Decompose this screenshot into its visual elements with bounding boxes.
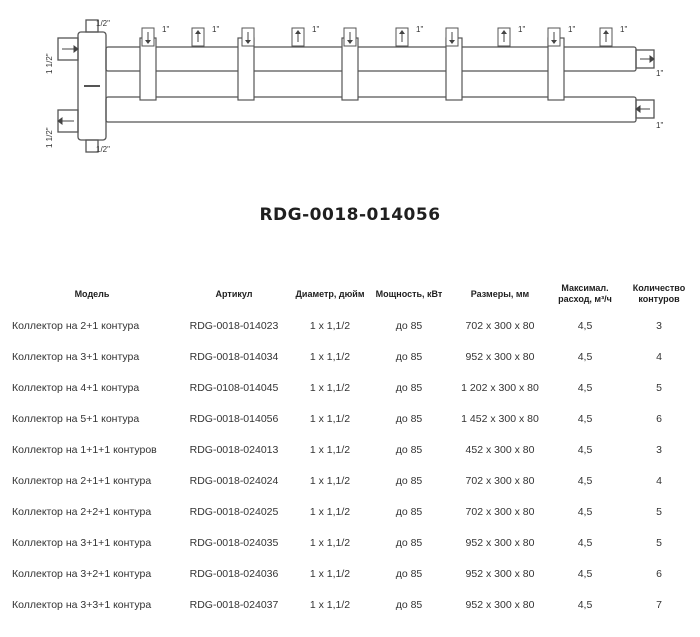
header-article: Артикул xyxy=(215,288,253,299)
outlet-pipe xyxy=(446,38,462,100)
cell-article: RDG-0018-024036 xyxy=(189,567,279,580)
header-power: Мощность, кВт xyxy=(375,288,443,299)
table-row xyxy=(8,465,698,496)
spec-table xyxy=(8,278,698,620)
cell-dimensions: 952 x 300 x 80 xyxy=(465,567,535,580)
cell-model: Коллектор на 2+2+1 контура xyxy=(12,505,152,518)
size-half-top-label: 1/2" xyxy=(96,19,110,28)
cell-article: RDG-0018-014023 xyxy=(189,319,279,332)
manifold-diagram xyxy=(0,0,700,175)
outlet-size-label: 1" xyxy=(312,25,320,34)
header-circuit-count: Количество контуров xyxy=(632,283,686,304)
cell-article: RDG-0018-024037 xyxy=(189,598,279,611)
cell-max-flow: 4,5 xyxy=(577,381,593,394)
cell-diameter: 1 x 1,1/2 xyxy=(309,505,351,518)
table-row xyxy=(8,372,698,403)
cell-dimensions: 1 202 x 300 x 80 xyxy=(461,381,539,394)
table-row xyxy=(8,496,698,527)
outlet-size-label: 1" xyxy=(162,25,170,34)
cell-power: до 85 xyxy=(395,412,423,425)
table-row xyxy=(8,310,698,341)
outlet-pipe xyxy=(238,38,254,100)
cell-max-flow: 4,5 xyxy=(577,567,593,580)
cell-article: RDG-0018-014034 xyxy=(189,350,279,363)
cell-circuit-count: 4 xyxy=(656,474,662,487)
cell-dimensions: 1 452 x 300 x 80 xyxy=(461,412,539,425)
header-diameter: Диаметр, дюйм xyxy=(295,288,365,299)
cell-max-flow: 4,5 xyxy=(577,412,593,425)
cell-max-flow: 4,5 xyxy=(577,536,593,549)
outlet-pipe xyxy=(342,38,358,100)
cell-diameter: 1 x 1,1/2 xyxy=(309,381,351,394)
table-row xyxy=(8,558,698,589)
cell-model: Коллектор на 3+1 контура xyxy=(12,350,140,363)
outlet-size-label: 1" xyxy=(416,25,424,34)
cell-diameter: 1 x 1,1/2 xyxy=(309,350,351,363)
cell-diameter: 1 x 1,1/2 xyxy=(309,474,351,487)
return-bar xyxy=(106,97,636,122)
outlet-size-label: 1" xyxy=(518,25,526,34)
cell-dimensions: 702 x 300 x 80 xyxy=(465,319,535,332)
cell-max-flow: 4,5 xyxy=(577,474,593,487)
table-row xyxy=(8,589,698,620)
side-label-top: 1" xyxy=(656,69,664,78)
cell-article: RDG-0018-024024 xyxy=(189,474,279,487)
cell-power: до 85 xyxy=(395,319,423,332)
cell-diameter: 1 x 1,1/2 xyxy=(309,536,351,549)
cell-power: до 85 xyxy=(395,536,423,549)
cell-circuit-count: 4 xyxy=(656,350,662,363)
table-row xyxy=(8,341,698,372)
page-title: RDG-0018-014056 xyxy=(259,205,441,225)
cell-dimensions: 702 x 300 x 80 xyxy=(465,505,535,518)
cell-model: Коллектор на 3+1+1 контура xyxy=(12,536,152,549)
cell-article: RDG-0018-014056 xyxy=(189,412,279,425)
outlet-pipe xyxy=(140,38,156,100)
outlet-pipe xyxy=(548,38,564,100)
size-main-bottom-label: 1 1/2" xyxy=(45,127,54,148)
cell-max-flow: 4,5 xyxy=(577,319,593,332)
table-header-row xyxy=(8,278,698,310)
table-row xyxy=(8,527,698,558)
cell-dimensions: 952 x 300 x 80 xyxy=(465,536,535,549)
cell-article: RDG-0018-024025 xyxy=(189,505,279,518)
cell-diameter: 1 x 1,1/2 xyxy=(309,567,351,580)
cell-diameter: 1 x 1,1/2 xyxy=(309,598,351,611)
cell-circuit-count: 3 xyxy=(656,319,662,332)
cell-power: до 85 xyxy=(395,505,423,518)
cell-circuit-count: 5 xyxy=(656,536,662,549)
cell-circuit-count: 5 xyxy=(656,505,662,518)
cell-circuit-count: 5 xyxy=(656,381,662,394)
cell-diameter: 1 x 1,1/2 xyxy=(309,412,351,425)
cell-power: до 85 xyxy=(395,350,423,363)
cell-dimensions: 452 x 300 x 80 xyxy=(465,443,535,456)
table-row xyxy=(8,434,698,465)
outlet-size-label: 1" xyxy=(568,25,576,34)
cell-diameter: 1 x 1,1/2 xyxy=(309,319,351,332)
outlet-group xyxy=(140,25,627,100)
cell-model: Коллектор на 3+3+1 контура xyxy=(12,598,152,611)
cell-max-flow: 4,5 xyxy=(577,598,593,611)
outlet-size-label: 1" xyxy=(212,25,220,34)
size-half-bottom-label: 1/2" xyxy=(96,145,110,154)
cell-dimensions: 952 x 300 x 80 xyxy=(465,350,535,363)
cell-circuit-count: 7 xyxy=(656,598,662,611)
cell-power: до 85 xyxy=(395,567,423,580)
cell-circuit-count: 3 xyxy=(656,443,662,456)
cell-article: RDG-0018-024035 xyxy=(189,536,279,549)
cell-model: Коллектор на 4+1 контура xyxy=(12,381,140,394)
cell-max-flow: 4,5 xyxy=(577,505,593,518)
outlet-size-label: 1" xyxy=(620,25,628,34)
header-model: Модель xyxy=(74,288,110,299)
cell-power: до 85 xyxy=(395,474,423,487)
cell-model: Коллектор на 1+1+1 контуров xyxy=(12,443,157,456)
table-row xyxy=(8,403,698,434)
cell-power: до 85 xyxy=(395,598,423,611)
cell-power: до 85 xyxy=(395,381,423,394)
cell-model: Коллектор на 2+1 контура xyxy=(12,319,140,332)
cell-max-flow: 4,5 xyxy=(577,443,593,456)
cell-model: Коллектор на 2+1+1 контура xyxy=(12,474,152,487)
cell-dimensions: 702 x 300 x 80 xyxy=(465,474,535,487)
cell-article: RDG-0018-024013 xyxy=(189,443,279,456)
cell-diameter: 1 x 1,1/2 xyxy=(309,443,351,456)
size-main-top-label: 1 1/2" xyxy=(45,53,54,74)
cell-article: RDG-0108-014045 xyxy=(189,381,279,394)
cell-model: Коллектор на 5+1 контура xyxy=(12,412,140,425)
cell-model: Коллектор на 3+2+1 контура xyxy=(12,567,152,580)
header-dimensions: Размеры, мм xyxy=(470,288,530,299)
side-label-bottom: 1" xyxy=(656,121,664,130)
cell-circuit-count: 6 xyxy=(656,412,662,425)
cell-max-flow: 4,5 xyxy=(577,350,593,363)
cell-dimensions: 952 x 300 x 80 xyxy=(465,598,535,611)
header-max-flow: Максимал. расход, м³/ч xyxy=(558,283,612,304)
cell-circuit-count: 6 xyxy=(656,567,662,580)
cell-power: до 85 xyxy=(395,443,423,456)
